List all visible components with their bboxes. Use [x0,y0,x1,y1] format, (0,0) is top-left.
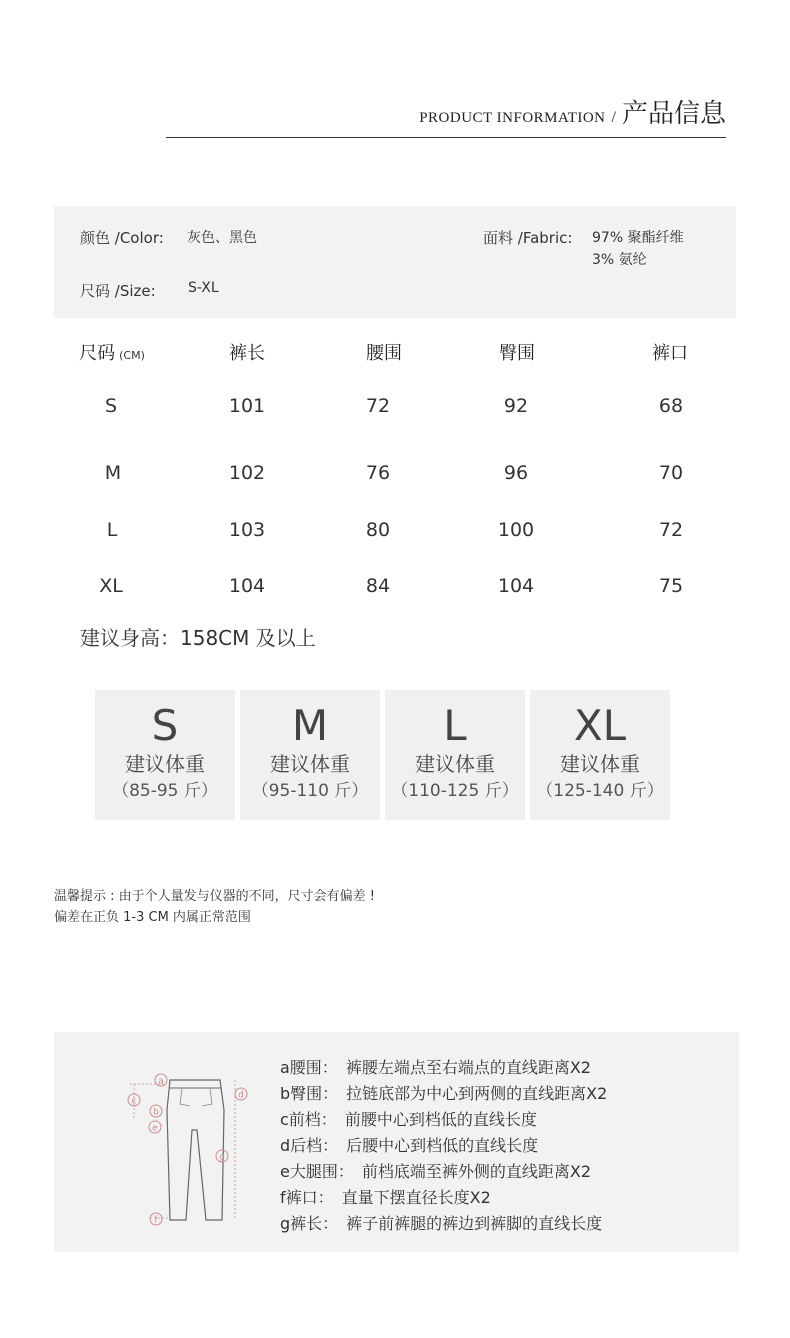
weight-card-l [385,690,525,820]
header-divider [166,137,726,138]
table-cell: 104 [228,575,266,597]
table-cell: 100 [497,519,535,541]
color-value: 灰色、黑色 [187,230,257,246]
svg-text:c: c [131,1096,137,1107]
table-cell: 92 [503,395,529,417]
weight-card-xl [530,690,670,820]
card-label: 建议体重 [270,752,350,776]
table-cell: 68 [658,395,684,417]
measure-row-a [280,1055,591,1078]
measure-desc: 裤腰左端点至右端点的直线距离X2 [345,1058,591,1077]
card-label: 建议体重 [415,752,495,776]
measure-row-f [280,1185,491,1208]
svg-text:g: g [219,1152,225,1163]
measure-key: g裤长： [280,1214,339,1233]
header-title-group [419,93,726,130]
card-label: 建议体重 [560,752,640,776]
header-english-title: PRODUCT INFORMATION [419,110,606,126]
marker-d [235,1088,247,1101]
measure-key: b臀围： [280,1084,339,1103]
table-cell: 102 [228,462,266,484]
measure-desc: 拉链底部为中心到两侧的直线距离X2 [346,1084,608,1103]
pants-pocket-right [202,1088,212,1106]
header-slash: / [611,109,616,126]
table-cell: 101 [228,395,266,417]
marker-e [149,1121,161,1134]
table-cell: XL [99,575,123,597]
marker-c [128,1094,140,1107]
table-cell: 72 [365,395,391,417]
table-cell: 70 [658,462,684,484]
product-attributes-box [54,206,736,318]
marker-f [150,1213,162,1226]
measure-row-c [280,1107,537,1130]
measure-desc: 后腰中心到档低的直线长度 [346,1136,539,1155]
tip-note-line1: 温馨提示 : 由于个人量发与仪器的不同，尺寸会有偏差 ! [54,889,375,904]
table-header-size [79,339,145,365]
card-range: （110-125 斤） [391,781,519,801]
card-size: XL [573,701,627,750]
card-range: （85-95 斤） [112,781,218,801]
svg-text:d: d [238,1090,244,1101]
measure-key: d后档： [280,1136,339,1155]
table-cell: 84 [365,575,391,597]
marker-a [155,1074,167,1087]
table-cell: 80 [365,519,391,541]
table-header-hip: 臀围 [499,343,535,364]
table-cell: L [106,519,118,541]
measure-desc: 裤子前裤腿的裤边到裤脚的直线长度 [346,1214,603,1233]
measure-row-d [280,1133,538,1156]
table-cell: 76 [365,462,391,484]
fabric-value-line1: 97% 聚酯纤维 [592,230,684,246]
card-size: M [291,701,329,750]
svg-text:a: a [158,1076,164,1087]
table-header-waist: 腰围 [366,343,402,364]
card-size: S [151,701,179,750]
marker-b [150,1105,162,1118]
measure-row-e [280,1159,591,1182]
table-cell: 104 [497,575,535,597]
measure-key: f裤口： [280,1188,334,1207]
measure-desc: 直量下摆直径长度X2 [341,1188,491,1207]
card-range: （125-140 斤） [536,781,664,801]
measure-key: c前档： [280,1110,337,1129]
table-cell: 75 [658,575,684,597]
recommended-height: 建议身高：158CM 及以上 [80,626,316,650]
table-header-size-text: 尺码 [79,343,116,364]
table-cell: 96 [503,462,529,484]
marker-g [216,1150,228,1163]
card-range: （95-110 斤） [251,781,369,801]
measure-key: e大腿围： [280,1162,354,1181]
size-label: 尺码 /Size: [80,282,156,300]
weight-card-m [240,690,380,820]
card-label: 建议体重 [125,752,205,776]
weight-card-s [95,690,235,820]
measure-desc: 前腰中心到档低的直线长度 [344,1110,537,1129]
color-label: 颜色 /Color: [80,229,164,247]
table-cell: M [104,462,122,484]
table-cell: 72 [658,519,684,541]
measure-row-g [280,1211,602,1234]
measure-desc: 前档底端至裤外侧的直线距离X2 [361,1162,592,1181]
product-info-header [166,92,726,138]
measure-row-b [280,1081,607,1104]
fabric-label: 面料 /Fabric: [483,229,573,247]
tip-note-line2: 偏差在正负 1-3 CM 内属正常范围 [54,910,251,925]
pants-pocket-left [180,1088,190,1106]
header-chinese-title: 产品信息 [621,99,726,129]
pants-outline [167,1080,224,1220]
table-header-length: 裤长 [229,343,265,364]
table-header-hem: 裤口 [652,343,688,364]
card-size: L [443,701,467,750]
measure-key: a腰围： [280,1058,338,1077]
size-value: S-XL [188,280,219,296]
pants-diagram-icon [120,1070,260,1230]
svg-text:e: e [152,1123,158,1134]
table-cell: 103 [228,519,266,541]
table-cell: S [104,395,118,417]
table-header-unit: (CM) [119,349,145,362]
fabric-value-line2: 3% 氨纶 [592,252,647,268]
svg-text:b: b [153,1107,159,1118]
svg-text:f: f [154,1215,158,1226]
